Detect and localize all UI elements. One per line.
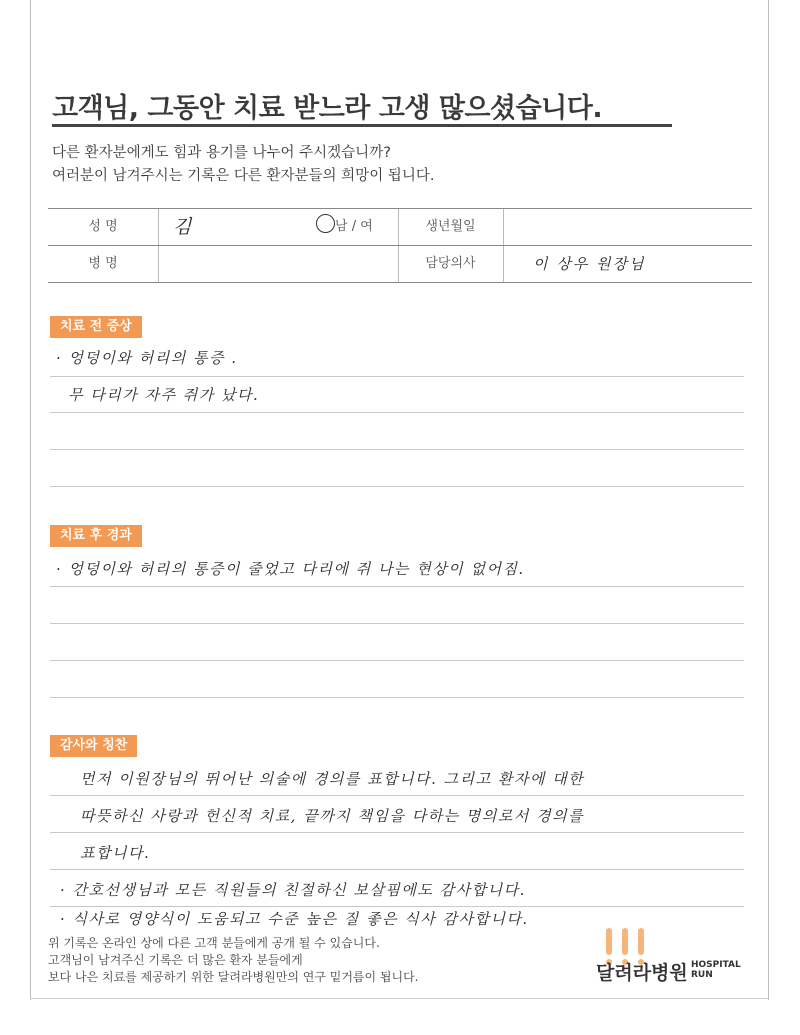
title-underline <box>52 124 672 127</box>
gender-selected-circle <box>316 214 335 233</box>
section-label-thanks: 감사와 칭찬 <box>50 735 137 757</box>
intro-line-1: 다른 환자분에게도 힘과 용기를 나누어 주시겠습니까? <box>52 145 391 161</box>
info-row-disease <box>48 245 752 283</box>
before-line-1[interactable]: · 엉덩이와 허리의 통증 . <box>56 349 238 367</box>
footer-notice <box>48 935 419 986</box>
footer-line-1: 위 기록은 온라인 상에 다른 고객 분들에게 공개 될 수 있습니다. <box>48 936 380 950</box>
writing-line <box>50 449 744 450</box>
page-border-left <box>30 0 31 1000</box>
gender-female: 여 <box>360 219 373 234</box>
footer-line-3: 보다 나은 치료를 제공하기 위한 달려라병원만의 연구 밑거름이 됩니다. <box>48 970 419 984</box>
section-label-before: 치료 전 증상 <box>50 316 142 338</box>
writing-line <box>50 376 744 377</box>
patient-info-table <box>48 208 752 283</box>
logo-sub-1: HOSPITAL <box>691 960 741 970</box>
gender-separator: / <box>351 219 357 234</box>
page-border-right <box>768 0 769 1000</box>
logo-sub-2: RUN <box>691 970 713 980</box>
footer-line-2: 고객님이 남겨주신 기록은 더 많은 환자 분들에게 <box>48 953 303 967</box>
hospital-logo <box>596 928 756 990</box>
writing-line <box>50 412 744 413</box>
writing-line <box>50 486 744 487</box>
name-label: 성 명 <box>88 219 118 234</box>
writing-line <box>50 697 744 698</box>
thanks-line-5[interactable]: · 식사로 영양식이 도움되고 수준 높은 질 좋은 식사 감사합니다. <box>60 910 529 928</box>
page-title: 고객님, 그동안 치료 받느라 고생 많으셨습니다. <box>52 93 603 124</box>
gender-male: 남 <box>335 219 348 234</box>
section-label-after: 치료 후 경과 <box>50 525 142 547</box>
doctor-value[interactable]: 이 상우 원장님 <box>533 255 646 273</box>
thanks-line-1[interactable]: 먼저 이원장님의 뛰어난 의술에 경의를 표합니다. 그리고 환자에 대한 <box>80 770 585 788</box>
thanks-line-4[interactable]: · 간호선생님과 모든 직원들의 친절하신 보살핌에도 감사합니다. <box>60 881 526 899</box>
intro-text <box>52 142 434 188</box>
gender-choice[interactable] <box>316 209 396 245</box>
birth-label: 생년월일 <box>425 219 476 234</box>
name-value[interactable]: 김 <box>173 216 192 238</box>
logo-subtitle <box>691 960 741 980</box>
writing-line <box>50 623 744 624</box>
after-line-1[interactable]: · 엉덩이와 허리의 통증이 줄었고 다리에 쥐 나는 현상이 없어짐. <box>56 560 525 578</box>
doctor-label: 담당의사 <box>425 256 476 271</box>
page-border-bottom <box>30 998 769 999</box>
disease-label: 병 명 <box>88 256 118 271</box>
writing-line <box>50 795 744 796</box>
writing-line <box>50 586 744 587</box>
writing-line <box>50 660 744 661</box>
writing-line <box>50 869 744 870</box>
intro-line-2: 여러분이 남겨주시는 기록은 다른 환자분들의 희망이 됩니다. <box>52 168 435 184</box>
logo-name: 달려라병원 <box>596 962 688 984</box>
thanks-line-2[interactable]: 따뜻하신 사랑과 헌신적 치료, 끝까지 책임을 다하는 명의로서 경의를 <box>80 807 585 825</box>
before-line-2[interactable]: 무 다리가 자주 쥐가 났다. <box>68 386 260 404</box>
thanks-line-3[interactable]: 표합니다. <box>80 844 151 862</box>
info-row-name <box>48 208 752 245</box>
writing-line <box>50 832 744 833</box>
writing-line <box>50 906 744 907</box>
